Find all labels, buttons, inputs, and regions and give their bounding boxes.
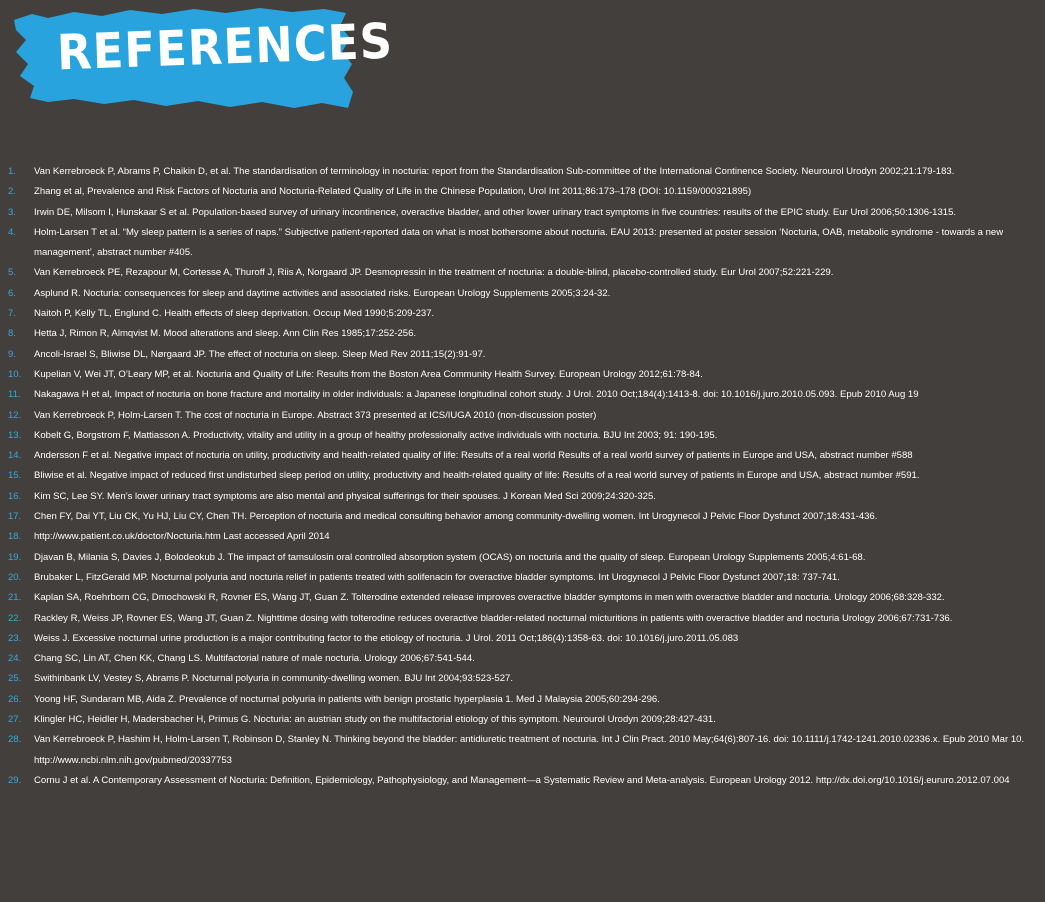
reference-number: 20.: [8, 571, 22, 583]
reference-text: Kupelian V, Wei JT, O’Leary MP, et al. Nocturia and Quality of Life: Results from the Boston Area Community Health Survey. European Urology 2012;61:78-84.: [34, 368, 703, 380]
reference-number: 19.: [8, 551, 22, 563]
reference-item: [0, 730, 1045, 771]
reference-text: Irwin DE, Milsom I, Hunskaar S et al. Population-based survey of urinary incontinence, overactive bladder, and other lower urinary tract symptoms in five countries: results of the EPIC study. Eur Urol 2006;50:1306-1315.: [34, 206, 957, 218]
reference-item: [0, 385, 1045, 405]
reference-number: 22.: [8, 612, 22, 624]
reference-number: 28.: [8, 734, 22, 746]
reference-number: 15.: [8, 470, 22, 482]
reference-text: Van Kerrebroeck P, Hashim H, Holm-Larsen T, Robinson D, Stanley N. Thinking beyond the bladder: antidiuretic treatment of nocturia. Int J Clin Pract. 2010 May;64(6):807-16. doi: 10.1111/j.1742-1241.2010.02336.x. Epub 2010 Mar 10. http://www.ncbi.nlm.nih.gov/pubmed/20337753: [34, 734, 1025, 766]
reference-number: 3.: [8, 206, 16, 218]
reference-text: Zhang et al, Prevalence and Risk Factors of Nocturia and Nocturia-Related Quality of Life in the Chinese Population, Urol Int 2011;86:173–178 (DOI: 10.1159/000321895): [34, 186, 752, 198]
reference-text: Chang SC, Lin AT, Chen KK, Chang LS. Multifactorial nature of male nocturia. Urology 2006;67:541-544.: [34, 653, 475, 665]
reference-text: Ancoli-Israel S, Bliwise DL, Nørgaard JP. The effect of nocturia on sleep. Sleep Med Rev 2011;15(2):91-97.: [34, 348, 486, 360]
reference-item: [0, 466, 1045, 486]
reference-number: 7.: [8, 308, 16, 320]
reference-text: Brubaker L, FitzGerald MP. Nocturnal polyuria and nocturia relief in patients treated with solifenacin for overactive bladder symptoms. Int Urogynecol J Pelvic Floor Dysfunct 2007;18: 737-741.: [34, 571, 840, 583]
reference-item: [0, 609, 1045, 629]
reference-text: Swithinbank LV, Vestey S, Abrams P. Nocturnal polyuria in community-dwelling women. BJU Int 2004;93:523-527.: [34, 673, 514, 685]
reference-text: Van Kerrebroeck P, Abrams P, Chaikin D, et al. The standardisation of terminology in nocturia: report from the Standardisation Sub-committee of the International Continence Society. Neurourol Urodyn 2002;21:179-183.: [34, 166, 955, 177]
reference-item: [0, 345, 1045, 365]
reference-text: Kim SC, Lee SY. Men’s lower urinary tract symptoms are also mental and physical sufferings for their spouses. J Korean Med Sci 2009;24:320-325.: [34, 490, 656, 502]
reference-item: [0, 426, 1045, 446]
reference-item: [0, 223, 1045, 264]
reference-text: Cornu J et al. A Contemporary Assessment of Nocturia: Definition, Epidemiology, Pathophysiology, and Management—a Systematic Review and Meta-analysis. European Urology 2012. http://dx.doi.org/10.1016/j.eururo.2012.07.004: [34, 774, 1010, 786]
reference-item: [0, 365, 1045, 385]
reference-number: 14.: [8, 450, 22, 462]
reference-number: 1.: [8, 166, 16, 177]
reference-item: [0, 284, 1045, 304]
reference-item: [0, 710, 1045, 730]
reference-item: [0, 690, 1045, 710]
reference-item: [0, 203, 1045, 223]
reference-item: [0, 629, 1045, 649]
reference-text: Bliwise et al. Negative impact of reduced first undisturbed sleep period on utility, productivity and health-related quality of life: Results of a real world survey of patients in Europe and USA, abstract number #591.: [34, 470, 920, 482]
reference-number: 16.: [8, 490, 22, 502]
reference-text: Weiss J. Excessive nocturnal urine production is a major contributing factor to the etiology of nocturia. J Urol. 2011 Oct;186(4):1358-63. doi: 10.1016/j.juro.2011.05.083: [34, 632, 739, 644]
reference-text: Naitoh P, Kelly TL, Englund C. Health effects of sleep deprivation. Occup Med 1990;5:209-237.: [34, 308, 435, 320]
reference-number: 29.: [8, 774, 22, 786]
reference-number: 17.: [8, 511, 22, 523]
reference-item: [0, 324, 1045, 344]
reference-list: [0, 162, 1045, 791]
reference-text: Nakagawa H et al, Impact of nocturia on bone fracture and mortality in older individuals: a Japanese longitudinal cohort study. J Urol. 2010 Oct;184(4):1413-8. doi: 10.1016/j.juro.2010.05.093. Epub 2010 Aug 19: [34, 389, 919, 401]
reference-item: [0, 649, 1045, 669]
reference-text: Rackley R, Weiss JP, Rovner ES, Wang JT, Guan Z. Nighttime dosing with tolterodine reduces overactive bladder-related nocturnal micturitions in patients with overactive bladder and nocturia Urology 2006;67:731-736.: [34, 612, 953, 624]
reference-text: Van Kerrebroeck PE, Rezapour M, Cortesse A, Thuroff J, Riis A, Norgaard JP. Desmopressin in the treatment of nocturia: a double-blind, placebo-controlled study. Eur Urol 2007;52:221-229.: [34, 267, 834, 279]
reference-item: [0, 406, 1045, 426]
reference-number: 6.: [8, 287, 16, 299]
reference-text: Chen FY, Dai YT, Liu CK, Yu HJ, Liu CY, Chen TH. Perception of nocturia and medical consulting behavior among community-dwelling women. Int Urogynecol J Pelvic Floor Dysfunct 2007;18:431-436.: [34, 511, 878, 523]
reference-item: [0, 487, 1045, 507]
reference-item: [0, 771, 1045, 791]
reference-item: [0, 527, 1045, 547]
reference-number: 25.: [8, 673, 22, 685]
reference-number: 18.: [8, 531, 22, 543]
reference-item: [0, 263, 1045, 283]
reference-number: 26.: [8, 693, 22, 705]
reference-text: Klingler HC, Heidler H, Madersbacher H, Primus G. Nocturia: an austrian study on the multifactorial etiology of this symptom. Neurourol Urodyn 2009;28:427-431.: [34, 714, 716, 726]
reference-number: 21.: [8, 592, 22, 604]
reference-number: 23.: [8, 632, 22, 644]
reference-text: Djavan B, Milania S, Davies J, Bolodeokub J. The impact of tamsulosin oral controlled absorption system (OCAS) on nocturia and the quality of sleep. European Urology Supplements 2005;4:61-68.: [34, 551, 866, 563]
reference-item: [0, 669, 1045, 689]
reference-item: [0, 588, 1045, 608]
reference-number: 5.: [8, 267, 16, 279]
reference-text: Holm-Larsen T et al. “My sleep pattern is a series of naps.” Subjective patient-reported data on what is most bothersome about nocturia. EAU 2013: presented at poster session ‘Nocturia, OAB, metabolic syndrome - towards a new management’, abstract number #405.: [34, 226, 1004, 259]
reference-text: Asplund R. Nocturia: consequences for sleep and daytime activities and associated risks. European Urology Supplements 2005;3:24-32.: [34, 287, 611, 299]
reference-item: [0, 446, 1045, 466]
reference-number: 11.: [8, 389, 21, 401]
reference-number: 2.: [8, 186, 16, 198]
reference-text: http://www.patient.co.uk/doctor/Nocturia.htm Last accessed April 2014: [34, 531, 330, 543]
reference-item: [0, 507, 1045, 527]
reference-number: 9.: [8, 348, 16, 360]
reference-number: 10.: [8, 368, 22, 380]
reference-number: 4.: [8, 226, 16, 238]
reference-item: [0, 568, 1045, 588]
reference-text: Kaplan SA, Roehrborn CG, Dmochowski R, Rovner ES, Wang JT, Guan Z. Tolterodine extended release improves overactive bladder symptoms in men with overactive bladder and nocturia. Urology 2006;68:328-332.: [34, 592, 945, 604]
page-title: REFERENCES: [56, 12, 394, 82]
reference-item: [0, 548, 1045, 568]
reference-item: [0, 162, 1045, 182]
references-banner: [12, 4, 394, 112]
reference-text: Kobelt G, Borgstrom F, Mattiasson A. Productivity, vitality and utility in a group of healthy professionally active individuals with nocturia. BJU Int 2003; 91: 190-195.: [34, 429, 718, 441]
reference-number: 8.: [8, 328, 16, 340]
reference-text: Van Kerrebroeck P, Holm-Larsen T. The cost of nocturia in Europe. Abstract 373 presented at ICS/IUGA 2010 (non-discussion poster): [34, 409, 597, 421]
reference-item: [0, 304, 1045, 324]
reference-number: 24.: [8, 653, 22, 665]
reference-text: Andersson F et al. Negative impact of nocturia on utility, productivity and health-related quality of life: Results of a real world Results of a real world survey of patients in Europe and USA, abstract number #588: [34, 450, 913, 462]
reference-item: [0, 182, 1045, 202]
reference-number: 13.: [8, 429, 22, 441]
reference-number: 27.: [8, 714, 22, 726]
reference-text: Hetta J, Rimon R, Almqvist M. Mood alterations and sleep. Ann Clin Res 1985;17:252-256.: [34, 328, 417, 340]
reference-text: Yoong HF, Sundaram MB, Aida Z. Prevalence of nocturnal polyuria in patients with benign prostatic hyperplasia 1. Med J Malaysia 2005;60:294-296.: [34, 693, 660, 705]
reference-number: 12.: [8, 409, 22, 421]
